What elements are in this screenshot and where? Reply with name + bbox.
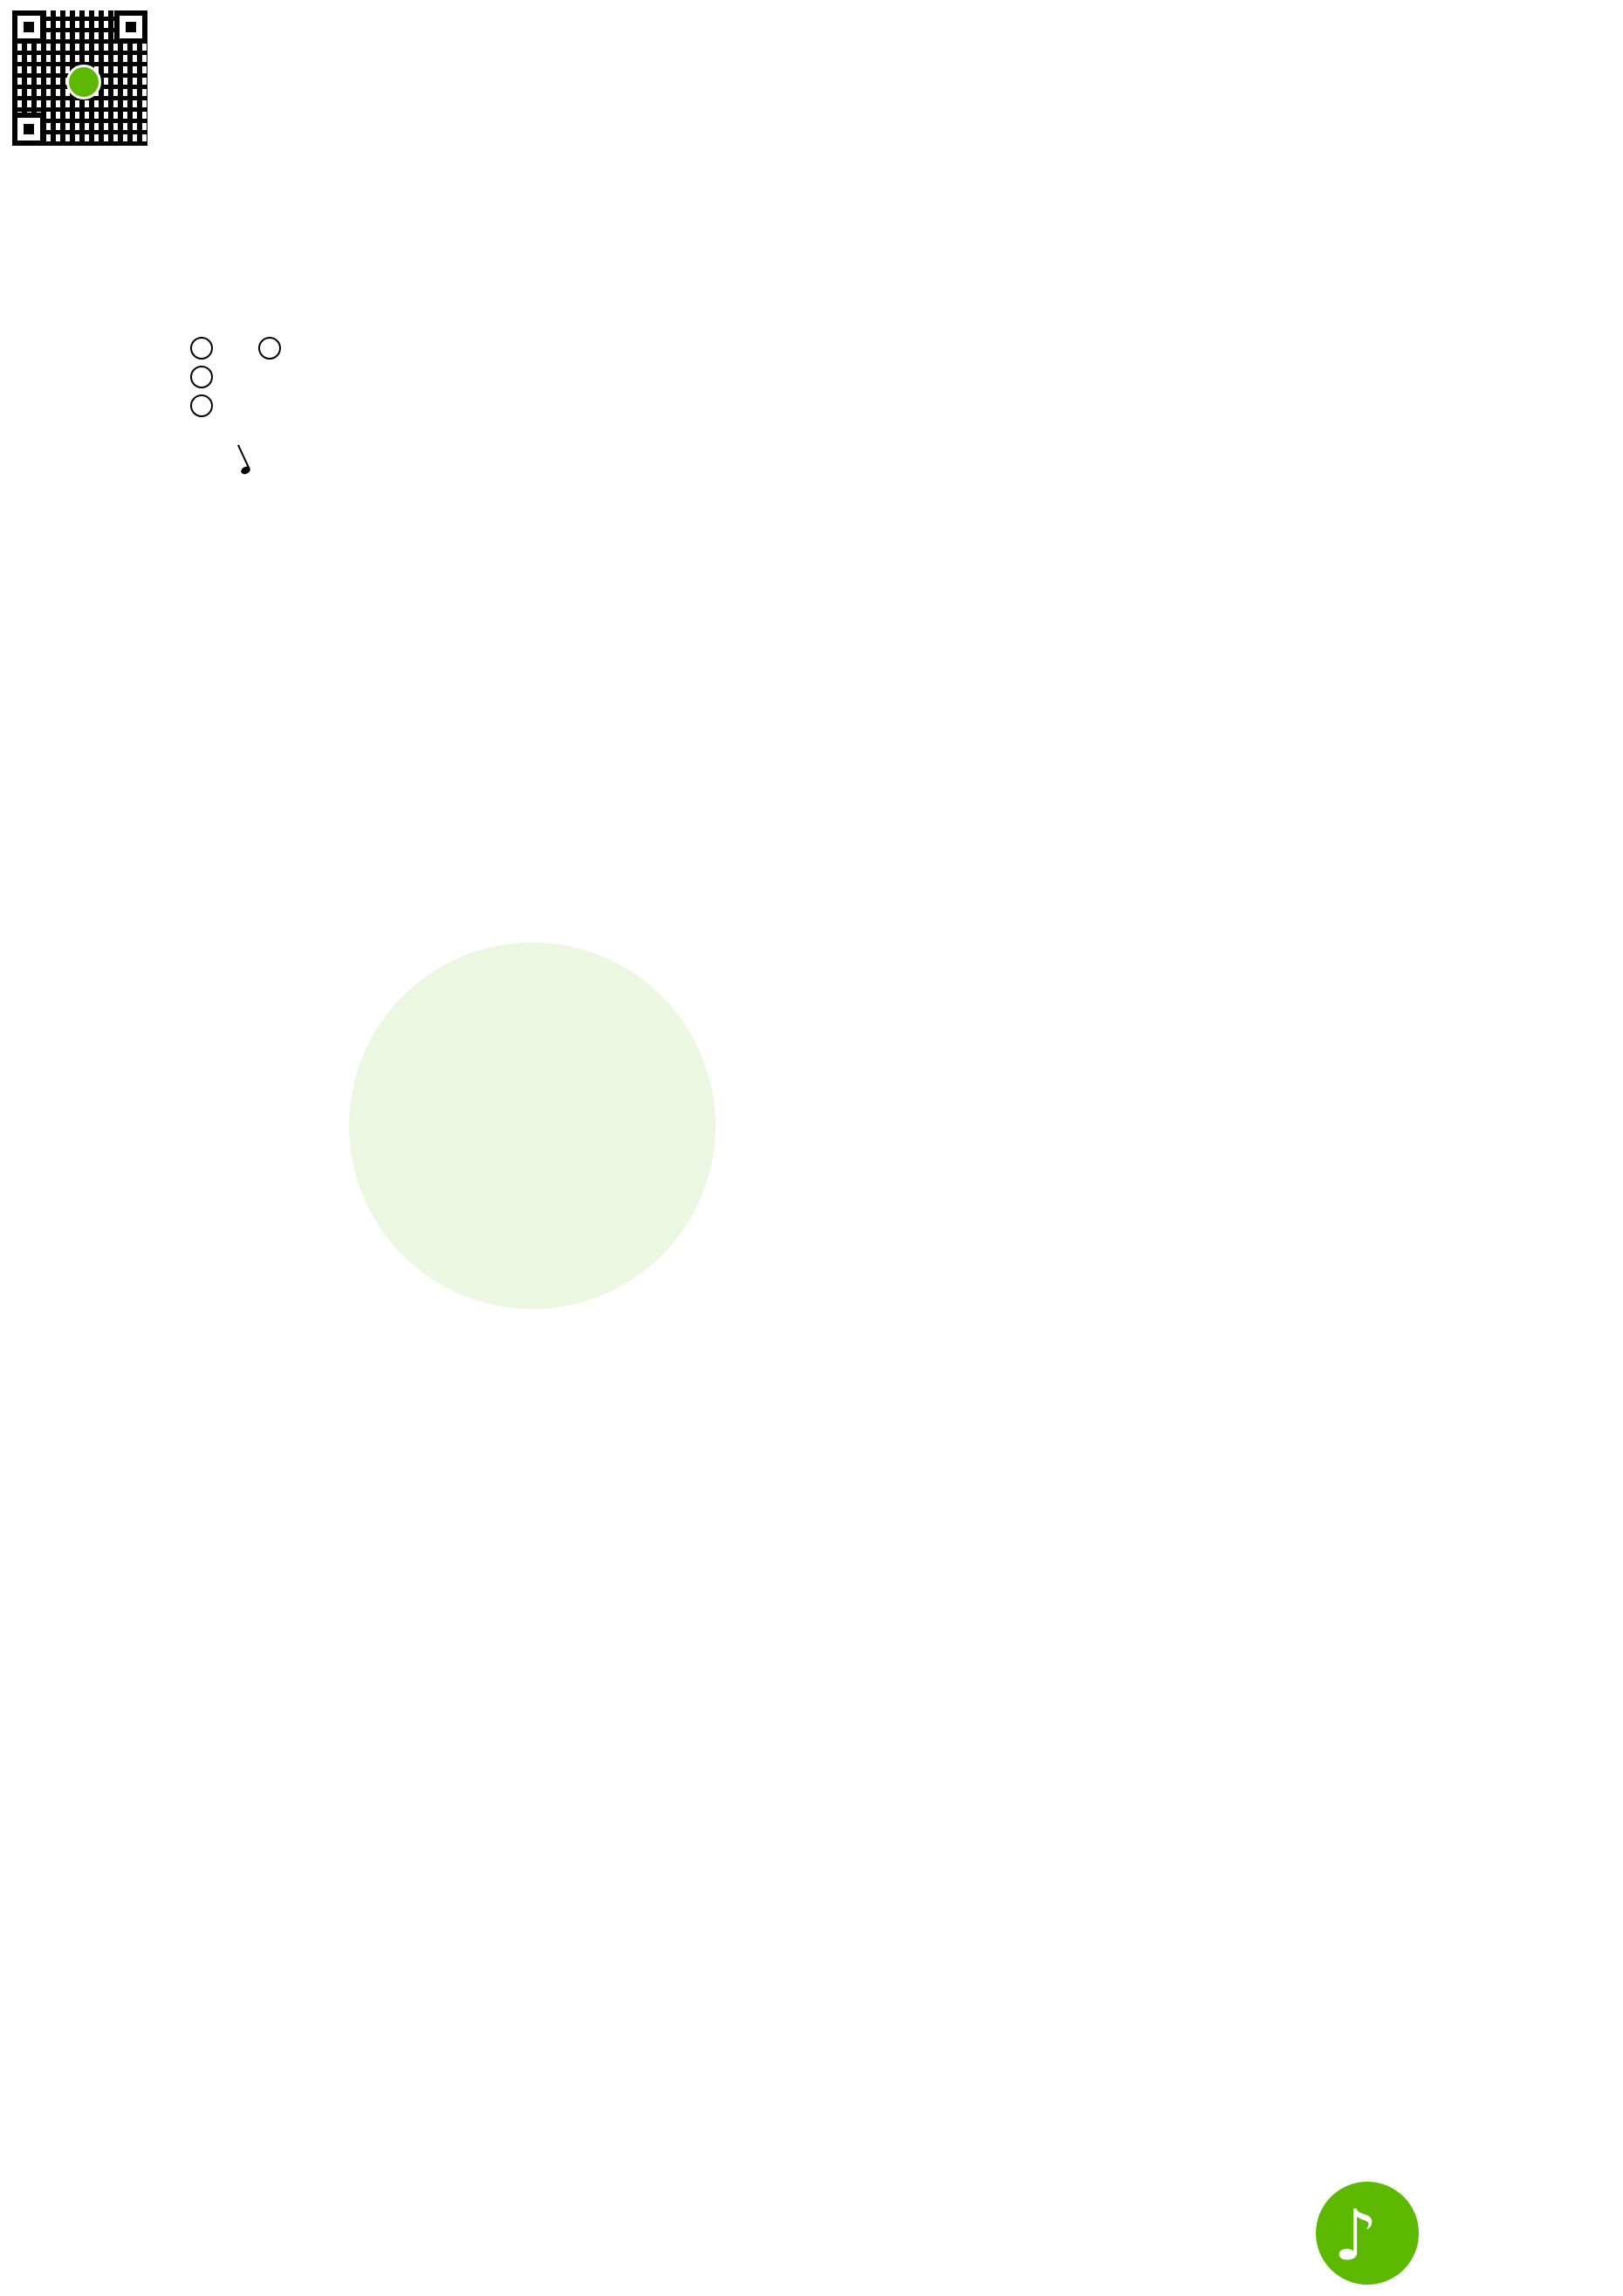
watermark-logo-icon [349, 942, 716, 1309]
tuning-row [190, 366, 281, 394]
tuning-block [190, 337, 281, 423]
string-number-icon [258, 337, 281, 360]
qr-corner [12, 10, 45, 44]
string-number-icon [190, 366, 213, 388]
qr-corner [12, 113, 45, 146]
string-number-icon [190, 337, 213, 360]
tuning-row [190, 394, 281, 423]
guitar-icon: ♪ [1333, 2195, 1379, 2276]
guitar-logo-icon [66, 65, 101, 99]
qr-code [12, 10, 147, 146]
string-number-icon [190, 394, 213, 417]
qr-corner [114, 10, 147, 44]
tempo-marking [215, 445, 257, 474]
tuning-row [190, 337, 281, 366]
quarter-note-icon [240, 465, 251, 476]
